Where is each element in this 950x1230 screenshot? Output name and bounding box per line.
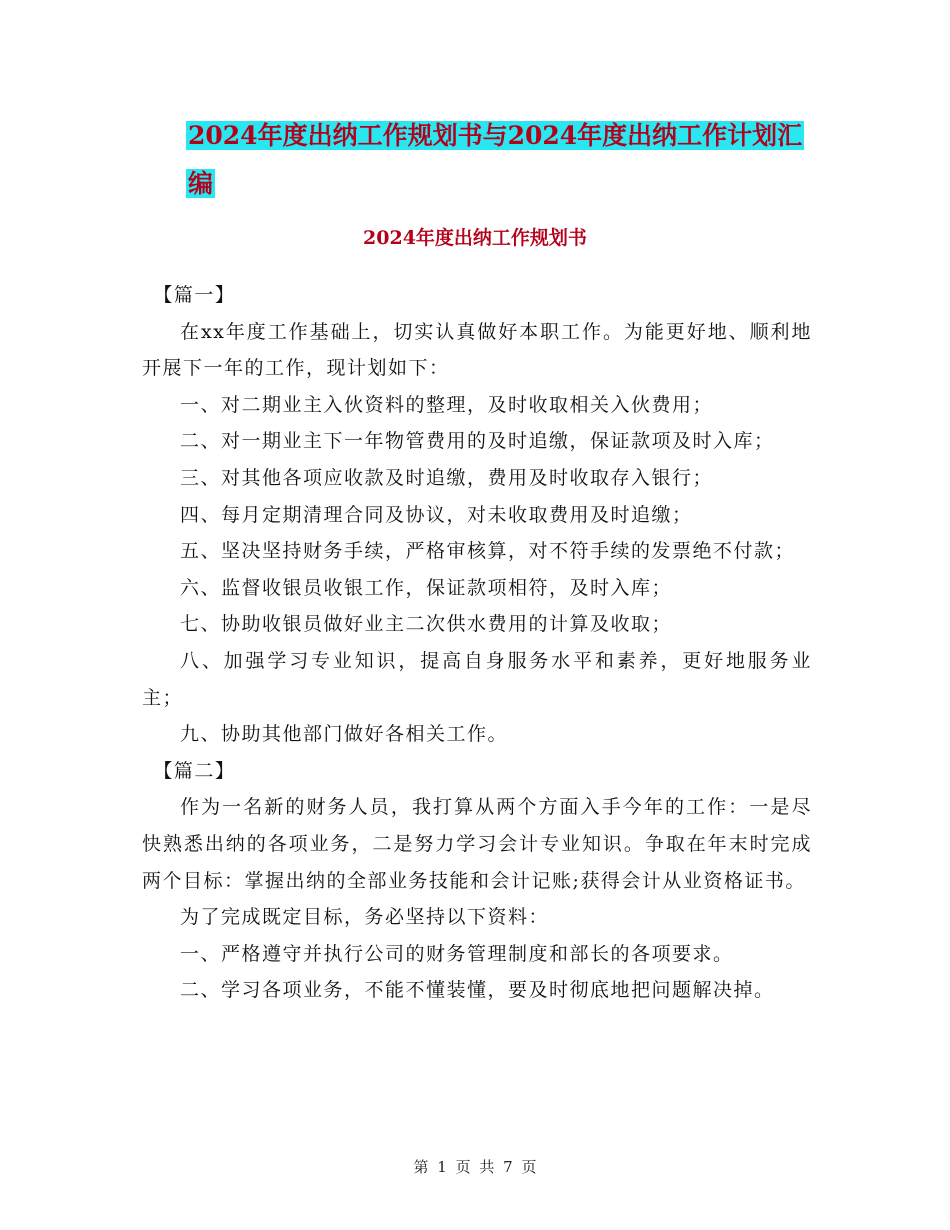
list-item: 一、对二期业主入伙资料的整理，及时收取相关入伙费用；	[180, 393, 714, 416]
paragraph: 作为一名新的财务人员，我打算从两个方面入手今年的工作：一是尽快熟悉出纳的各项业务，二是努力学习会计专业知识。争取在年末时完成两个目标：掌握出纳的全部业务技能和会计记账;获得会计从业资格证书。	[142, 796, 812, 892]
list-item: 八、加强学习专业知识，提高自身服务水平和素养，更好地服务业主；	[142, 649, 812, 709]
paragraph: 在xx年度工作基础上，切实认真做好本职工作。为能更好地、顺利地开展下一年的工作，现计划如下：	[142, 320, 812, 380]
list-item: 三、对其他各项应收款及时追缴，费用及时收取存入银行；	[180, 466, 714, 489]
list-item: 六、监督收银员收银工作，保证款项相符，及时入库；	[180, 576, 673, 599]
list-item: 二、学习各项业务，不能不懂装懂，要及时彻底地把问题解决掉。	[180, 979, 775, 1002]
list-item: 九、协助其他部门做好各相关工作。	[180, 723, 509, 746]
document-title	[186, 112, 814, 208]
section-heading-2: 【篇二】	[153, 759, 236, 782]
title-line-1: 2024年度出纳工作规划书与2024年度出纳工作计划汇	[188, 121, 803, 150]
paragraph: 为了完成既定目标，务必坚持以下资料：	[180, 906, 550, 929]
title-line-2: 编	[188, 169, 214, 198]
section-title: 2024年度出纳工作规划书	[363, 227, 587, 249]
section-heading-1: 【篇一】	[153, 284, 236, 306]
list-item: 七、协助收银员做好业主二次供水费用的计算及收取；	[180, 613, 673, 636]
document-body	[142, 277, 812, 1009]
page-footer: 第 1 页 共 7 页	[413, 1158, 537, 1176]
list-item: 四、每月定期清理合同及协议，对未收取费用及时追缴；	[180, 503, 693, 526]
list-item: 二、对一期业主下一年物管费用的及时追缴，保证款项及时入库；	[180, 430, 775, 453]
list-item: 一、严格遵守并执行公司的财务管理制度和部长的各项要求。	[180, 942, 734, 965]
list-item: 五、坚决坚持财务手续，严格审核算，对不符手续的发票绝不付款；	[180, 540, 796, 563]
